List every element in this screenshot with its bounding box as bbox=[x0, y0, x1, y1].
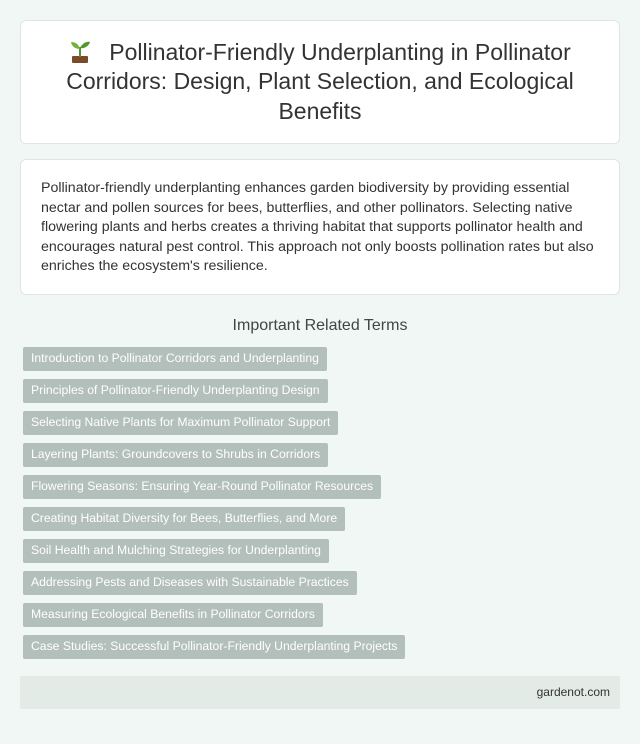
term-tag[interactable]: Selecting Native Plants for Maximum Pollinator Support bbox=[23, 411, 338, 435]
site-name[interactable]: gardenot.com bbox=[536, 685, 610, 699]
intro-text: Pollinator-friendly underplanting enhances garden biodiversity by providing essential nectar and pollen sources for bees, butterflies, and other pollinators. Selecting native flowering plants and herbs creates a thriving habitat that supports pollinator health and encourages natural pest control. This approach not only boosts pollination rates but also enriches the ecosystem's resilience. bbox=[41, 180, 594, 274]
title-card bbox=[20, 20, 620, 144]
term-tag[interactable]: Introduction to Pollinator Corridors and Underplanting bbox=[23, 347, 327, 371]
intro-card bbox=[20, 159, 620, 295]
title-text: Pollinator-Friendly Underplanting in Pollinator Corridors: Design, Plant Selection, and Ecological Benefits bbox=[66, 38, 574, 124]
related-terms-list bbox=[20, 347, 620, 667]
footer bbox=[20, 676, 620, 709]
term-tag[interactable]: Layering Plants: Groundcovers to Shrubs in Corridors bbox=[23, 443, 328, 467]
term-tag[interactable]: Case Studies: Successful Pollinator-Friendly Underplanting Projects bbox=[23, 635, 405, 659]
related-terms-heading: Important Related Terms bbox=[232, 317, 408, 334]
term-tag[interactable]: Flowering Seasons: Ensuring Year-Round Pollinator Resources bbox=[23, 475, 381, 499]
term-tag[interactable]: Measuring Ecological Benefits in Pollinator Corridors bbox=[23, 603, 323, 627]
term-tag[interactable]: Principles of Pollinator-Friendly Underplanting Design bbox=[23, 379, 328, 403]
page-title bbox=[51, 38, 589, 127]
term-tag[interactable]: Soil Health and Mulching Strategies for Underplanting bbox=[23, 539, 329, 563]
term-tag[interactable]: Addressing Pests and Diseases with Sustainable Practices bbox=[23, 571, 357, 595]
seedling-icon bbox=[69, 39, 91, 63]
term-tag[interactable]: Creating Habitat Diversity for Bees, Butterflies, and More bbox=[23, 507, 345, 531]
